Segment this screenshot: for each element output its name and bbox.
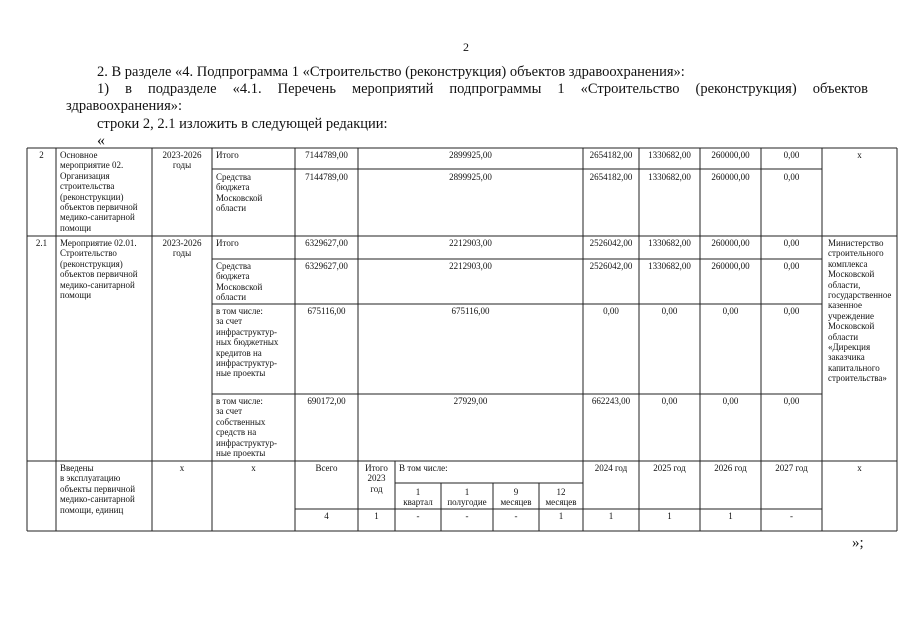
- row21-2023-credits: 675116,00: [451, 306, 490, 316]
- result-name: Введены в эксплуатацию объекты первичной медико-санитарной помощи, единиц: [60, 463, 136, 515]
- row21-2024-own: 662243,00: [591, 396, 631, 406]
- result-m9-value: -: [514, 511, 518, 521]
- result-m12-value: 1: [558, 511, 564, 521]
- row21-2027-budget: 0,00: [783, 261, 800, 271]
- row21-2024-budget: 2526042,00: [589, 261, 633, 271]
- row21-2026-budget: 260000,00: [711, 261, 750, 271]
- result-itogo-header: Итого 2023 год: [365, 463, 388, 494]
- result-2024-header: 2024 год: [594, 463, 628, 473]
- row2-2024-budget: 2654182,00: [589, 172, 633, 182]
- row21-2023-own: 27929,00: [453, 396, 488, 406]
- row2-years: 2023-2026 годы: [162, 150, 202, 171]
- row21-number: 2.1: [35, 238, 48, 248]
- close-quote: »;: [852, 535, 864, 551]
- row2-2025-itogo: 1330682,00: [648, 150, 691, 160]
- row21-2027-credits: 0,00: [783, 306, 800, 316]
- result-executor: х: [857, 463, 862, 473]
- result-2025-header: 2025 год: [653, 463, 686, 473]
- result-2027-value: -: [790, 511, 793, 521]
- result-h1-header: 1 полугодие: [447, 487, 487, 508]
- result-itogo-value: 1: [374, 511, 379, 521]
- row21-2023-budget: 2212903,00: [449, 261, 492, 271]
- row21-2026-credits: 0,00: [722, 306, 739, 316]
- result-h1-value: -: [465, 511, 469, 521]
- result-source: х: [251, 463, 256, 473]
- result-m12-header: 12 месяцев: [545, 487, 577, 508]
- paragraph-section-2: 2. В разделе «4. Подпрограмма 1 «Строительство (реконструкция) объектов здравоохранения»:: [97, 64, 685, 80]
- row2-source-budget: Средства бюджета Московской области: [216, 172, 263, 214]
- row21-2025-budget: 1330682,00: [648, 261, 691, 271]
- row2-2025-budget: 1330682,00: [648, 172, 691, 182]
- row21-2027-own: 0,00: [783, 396, 800, 406]
- result-q1-header: 1 квартал: [403, 487, 433, 508]
- row21-2025-credits: 0,00: [661, 306, 678, 316]
- row2-total-itogo: 7144789,00: [305, 150, 348, 160]
- page-number: 2: [463, 40, 469, 54]
- row2-number: 2: [39, 150, 44, 160]
- row21-2025-own: 0,00: [661, 396, 678, 406]
- row2-2024-itogo: 2654182,00: [589, 150, 633, 160]
- row21-total-own: 690172,00: [307, 396, 346, 406]
- row21-total-credits: 675116,00: [307, 306, 346, 316]
- result-total-value: 4: [324, 511, 329, 521]
- result-2025-value: 1: [667, 511, 672, 521]
- row21-2026-own: 0,00: [722, 396, 739, 406]
- result-2026-header: 2026 год: [714, 463, 747, 473]
- result-m9-header: 9 месяцев: [500, 487, 532, 508]
- result-2024-value: 1: [608, 511, 614, 521]
- row21-2023-itogo: 2212903,00: [449, 238, 492, 248]
- row21-name: Мероприятие 02.01. Строительство (реконструкция) объектов первичной медико-санитарной помощи: [60, 238, 138, 301]
- row2-2027-itogo: 0,00: [783, 150, 800, 160]
- row2-2026-itogo: 260000,00: [711, 150, 750, 160]
- paragraph-subsection-line2: здравоохранения»:: [66, 98, 183, 114]
- open-quote: «: [97, 132, 105, 149]
- result-vtom-header: В том числе:: [399, 463, 448, 473]
- paragraph-rows-instruction: строки 2, 2.1 изложить в следующей редакции:: [97, 116, 388, 132]
- result-q1-value: -: [416, 511, 420, 521]
- result-years: х: [179, 463, 185, 473]
- row21-total-itogo: 6329627,00: [305, 238, 348, 248]
- row21-executor: Министерство строительного комплекса Московской области, государственное казенное учреждение Московской области «Дирекция заказчика капитального строительства»: [828, 238, 892, 384]
- row2-total-budget: 7144789,00: [305, 172, 348, 182]
- row2-2023-budget: 2899925,00: [449, 172, 492, 182]
- row21-source-itogo: Итого: [216, 238, 239, 248]
- row21-source-credits: в том числе: за счет инфраструктур- ных бюджетных кредитов на инфраструктур- ные проекты: [216, 306, 279, 379]
- row21-source-budget: Средства бюджета Московской области: [216, 261, 263, 303]
- row21-years: 2023-2026 годы: [162, 238, 202, 259]
- row2-executor: х: [857, 150, 862, 160]
- row21-2026-itogo: 260000,00: [711, 238, 750, 248]
- paragraph-subsection-line1: 1) в подразделе «4.1. Перечень мероприятий подпрограммы 1 «Строительство (реконструкция) объектов: [97, 81, 868, 97]
- result-2027-header: 2027 год: [775, 463, 808, 473]
- row2-source-itogo: Итого: [216, 150, 239, 160]
- row21-2027-itogo: 0,00: [783, 238, 800, 248]
- row21-2024-credits: 0,00: [603, 306, 619, 316]
- row21-2025-itogo: 1330682,00: [648, 238, 691, 248]
- row2-name: Основное мероприятие 02. Организация строительства (реконструкции) объектов первичной медико-санитарной помощи: [60, 150, 138, 233]
- row21-source-own: в том числе: за счет собственных средств на инфраструктур- ные проекты: [216, 396, 277, 459]
- row2-2027-budget: 0,00: [783, 172, 800, 182]
- row2-2023-itogo: 2899925,00: [449, 150, 492, 160]
- result-2026-value: 1: [728, 511, 733, 521]
- row21-2024-itogo: 2526042,00: [589, 238, 633, 248]
- row2-2026-budget: 260000,00: [711, 172, 750, 182]
- result-total-header: Всего: [315, 463, 338, 473]
- row21-total-budget: 6329627,00: [305, 261, 348, 271]
